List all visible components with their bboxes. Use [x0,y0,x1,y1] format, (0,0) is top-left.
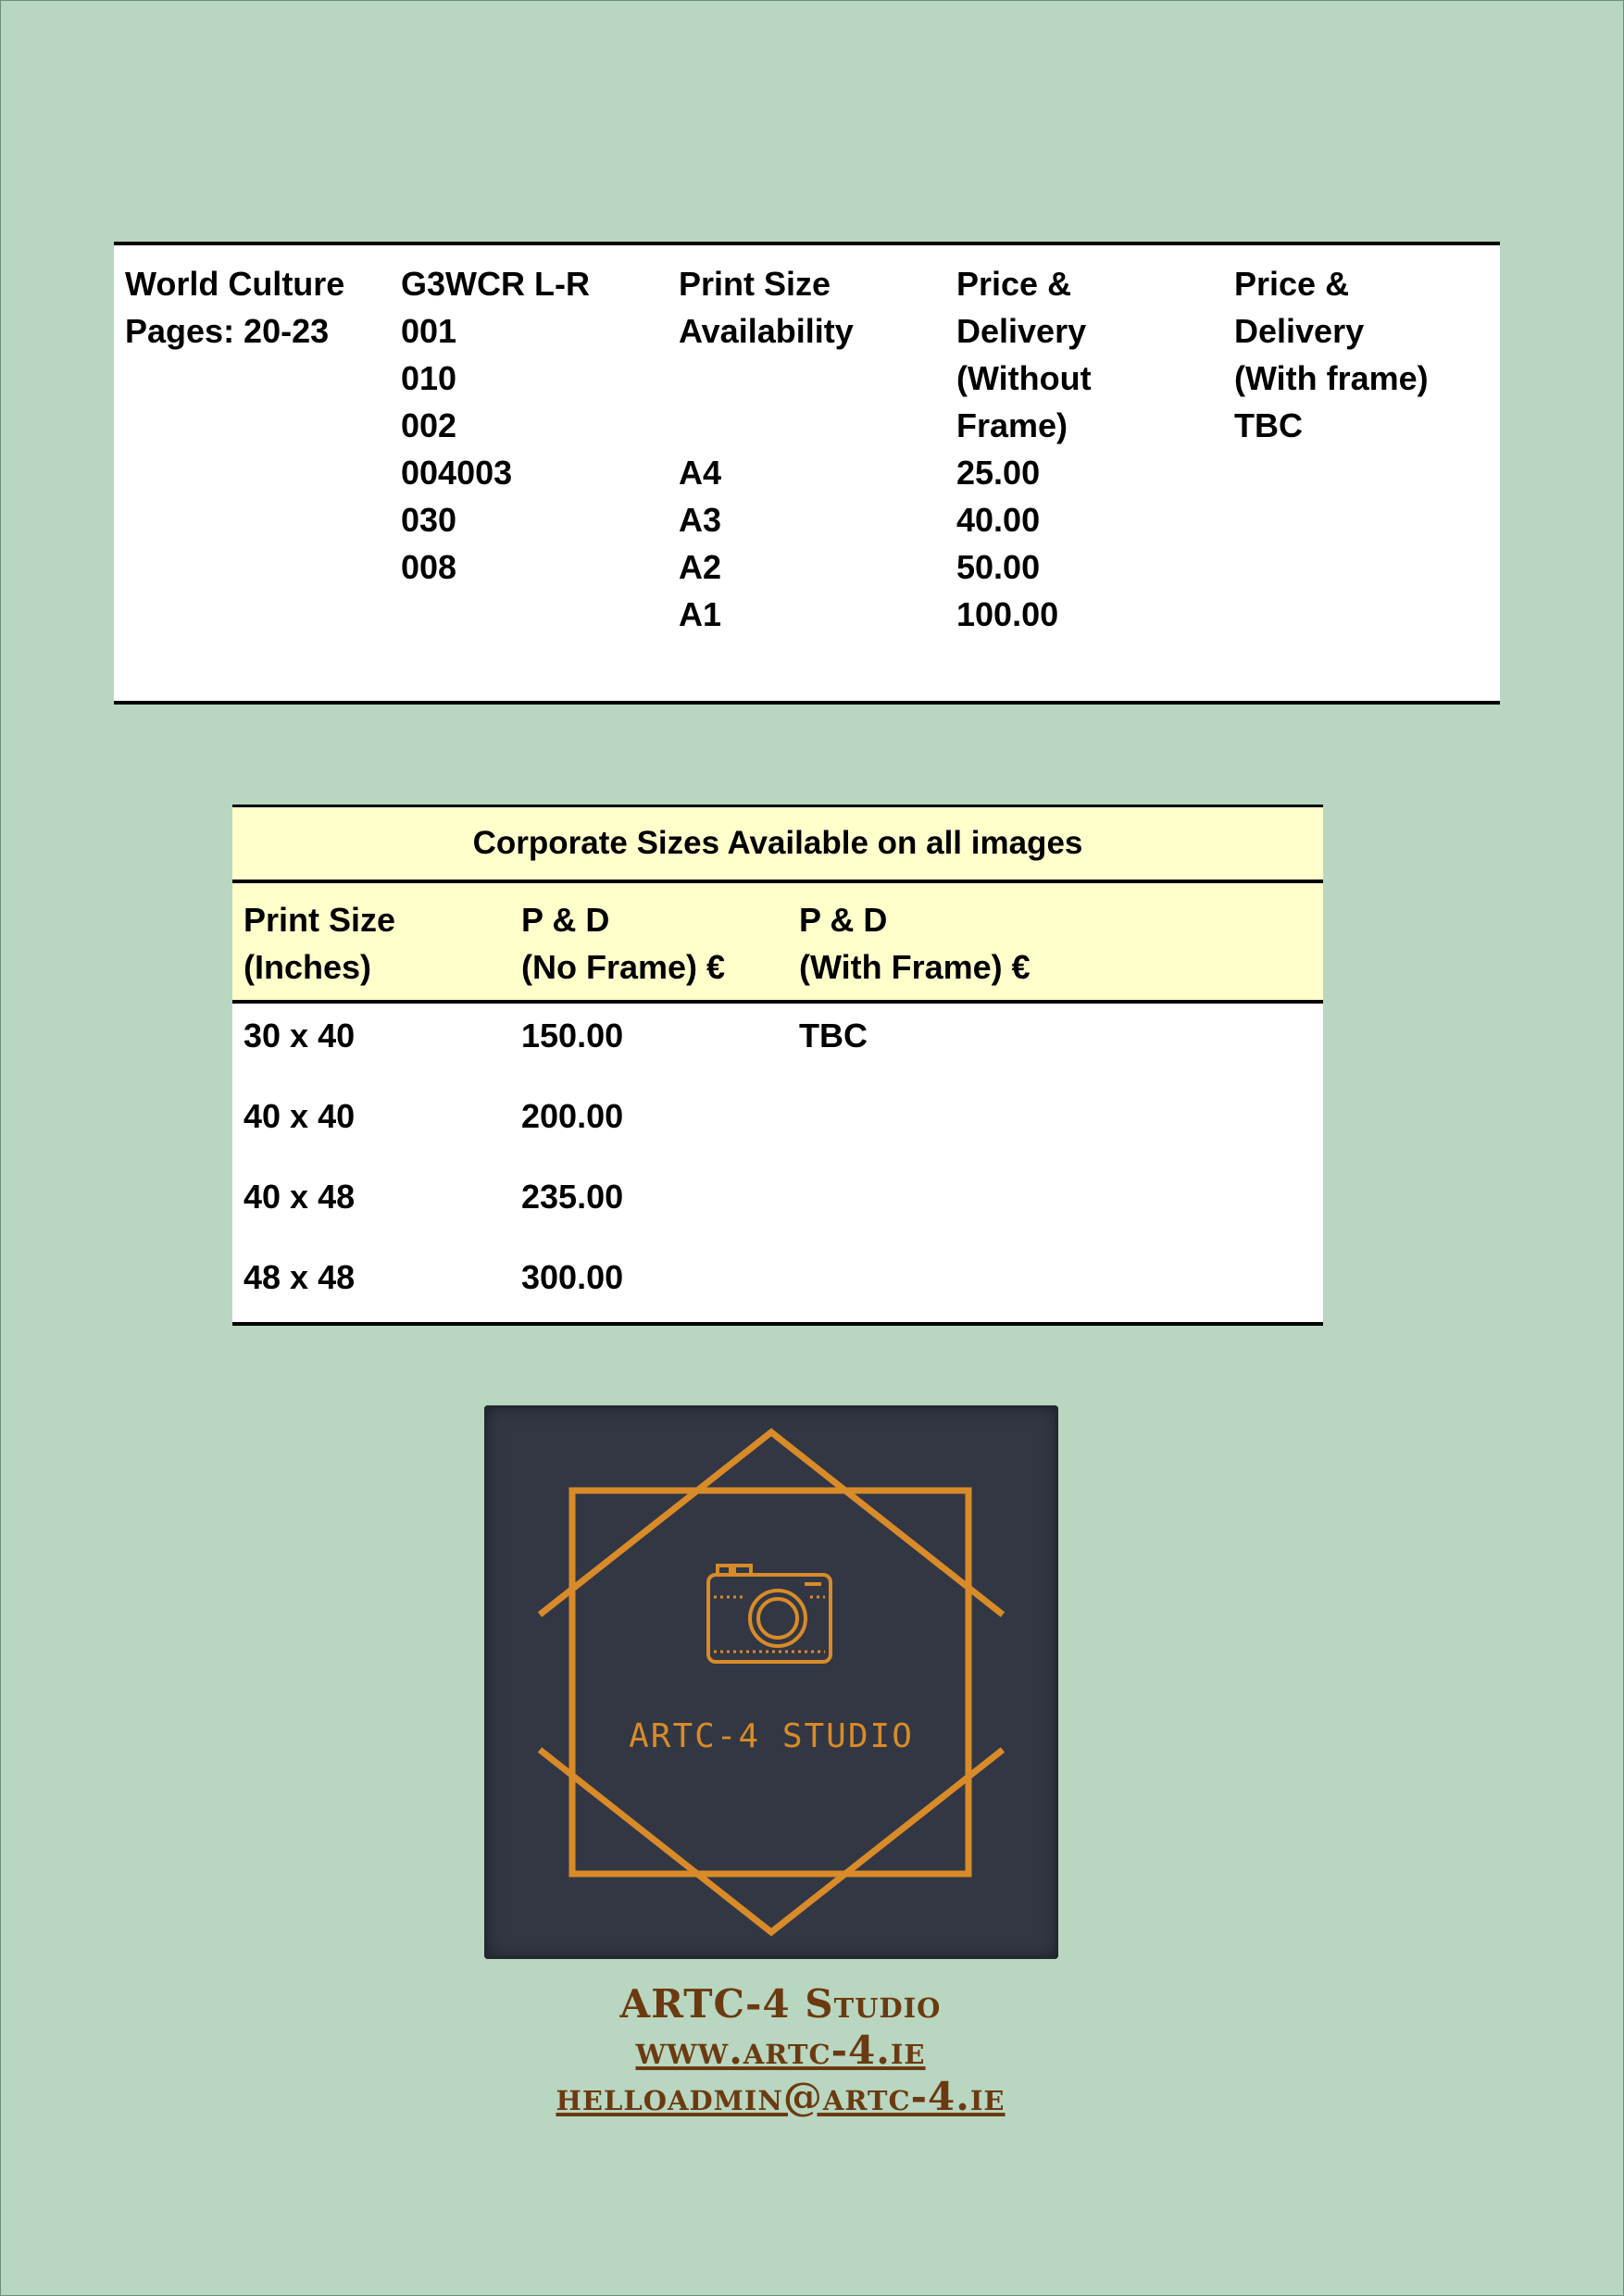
table-row [232,1084,1323,1165]
price-value: 40.00 [956,501,1041,539]
spacer [679,402,854,449]
cell-size: 40 x 48 [244,1178,356,1216]
cell-size: 40 x 40 [244,1097,356,1135]
corporate-table-header [232,883,1323,1004]
studio-logo [484,1405,1058,1959]
header-line: (With Frame) € [799,948,1031,986]
print-size-header-line: Availability [679,312,854,350]
code-item: 004003 [401,454,513,492]
logo-diamond-top [540,1432,1003,1615]
header-line: (Inches) [244,948,372,986]
code-item: 008 [401,548,457,586]
cell-no-frame: 300.00 [521,1258,624,1296]
corporate-table-caption: Corporate Sizes Available on all images [232,807,1323,883]
cell-size: 30 x 40 [244,1017,356,1054]
header-with-frame [799,896,1031,991]
price-no-frame-column [956,260,1092,638]
print-size-item: A1 [679,595,722,633]
price-no-frame-header-line: Frame) [956,406,1068,444]
print-size-item: A3 [679,501,722,539]
price-no-frame-header-line: Delivery [956,312,1087,350]
print-size-item: A2 [679,548,722,586]
contact-footer [0,1981,1561,2120]
collection-pages: Pages: 20-23 [125,312,330,350]
header-line: P & D [799,901,888,939]
studio-name: ARTC-4 Studio [619,1981,942,2027]
price-no-frame-header-line: Price & [956,265,1072,303]
price-with-frame-header-line: Delivery [1234,312,1365,350]
price-with-frame-value: TBC [1234,406,1303,444]
cell-no-frame: 235.00 [521,1178,624,1216]
header-line: P & D [521,901,610,939]
price-value: 50.00 [956,548,1041,586]
corporate-sizes-table [232,805,1323,1326]
code-item: 002 [401,406,457,444]
header-print-size [244,896,395,991]
logo-diamond-bottom [540,1750,1003,1932]
code-item: 010 [401,359,457,397]
spacer [679,355,854,402]
code-item: 001 [401,312,457,350]
price-value: 100.00 [956,595,1059,633]
cell-no-frame: 200.00 [521,1097,624,1135]
cell-with-frame: TBC [799,1017,868,1054]
collection-price-table [114,242,1500,705]
print-size-header-line: Print Size [679,265,831,303]
cell-no-frame: 150.00 [521,1017,624,1054]
header-no-frame [521,896,725,991]
table-row [232,1245,1323,1326]
collection-title: World Culture [125,265,345,303]
price-value: 25.00 [956,454,1041,492]
email-link[interactable]: helloadmin@artc-4.ie [556,2074,1006,2119]
price-with-frame-header-line: Price & [1234,265,1350,303]
print-size-column [679,260,854,638]
website-link[interactable]: www.artc-4.ie [635,2028,926,2073]
logo-graphic [484,1405,1058,1959]
price-no-frame-header-line: (Without [956,359,1092,397]
header-line: (No Frame) € [521,948,726,986]
table-row [232,1165,1323,1245]
print-size-item: A4 [679,454,722,492]
code-header: G3WCR L-R [401,265,590,303]
cell-size: 48 x 48 [244,1258,356,1296]
price-with-frame-column [1234,260,1429,449]
table-row [232,1004,1323,1084]
price-with-frame-header-line: (With frame) [1234,359,1429,397]
collection-column [125,260,344,355]
logo-text: ARTC-4 STUDIO [629,1717,914,1755]
logo-square [572,1491,968,1874]
header-line: Print Size [244,901,396,939]
camera-icon [708,1566,831,1662]
codes-column [401,260,590,591]
code-item: 030 [401,501,457,539]
